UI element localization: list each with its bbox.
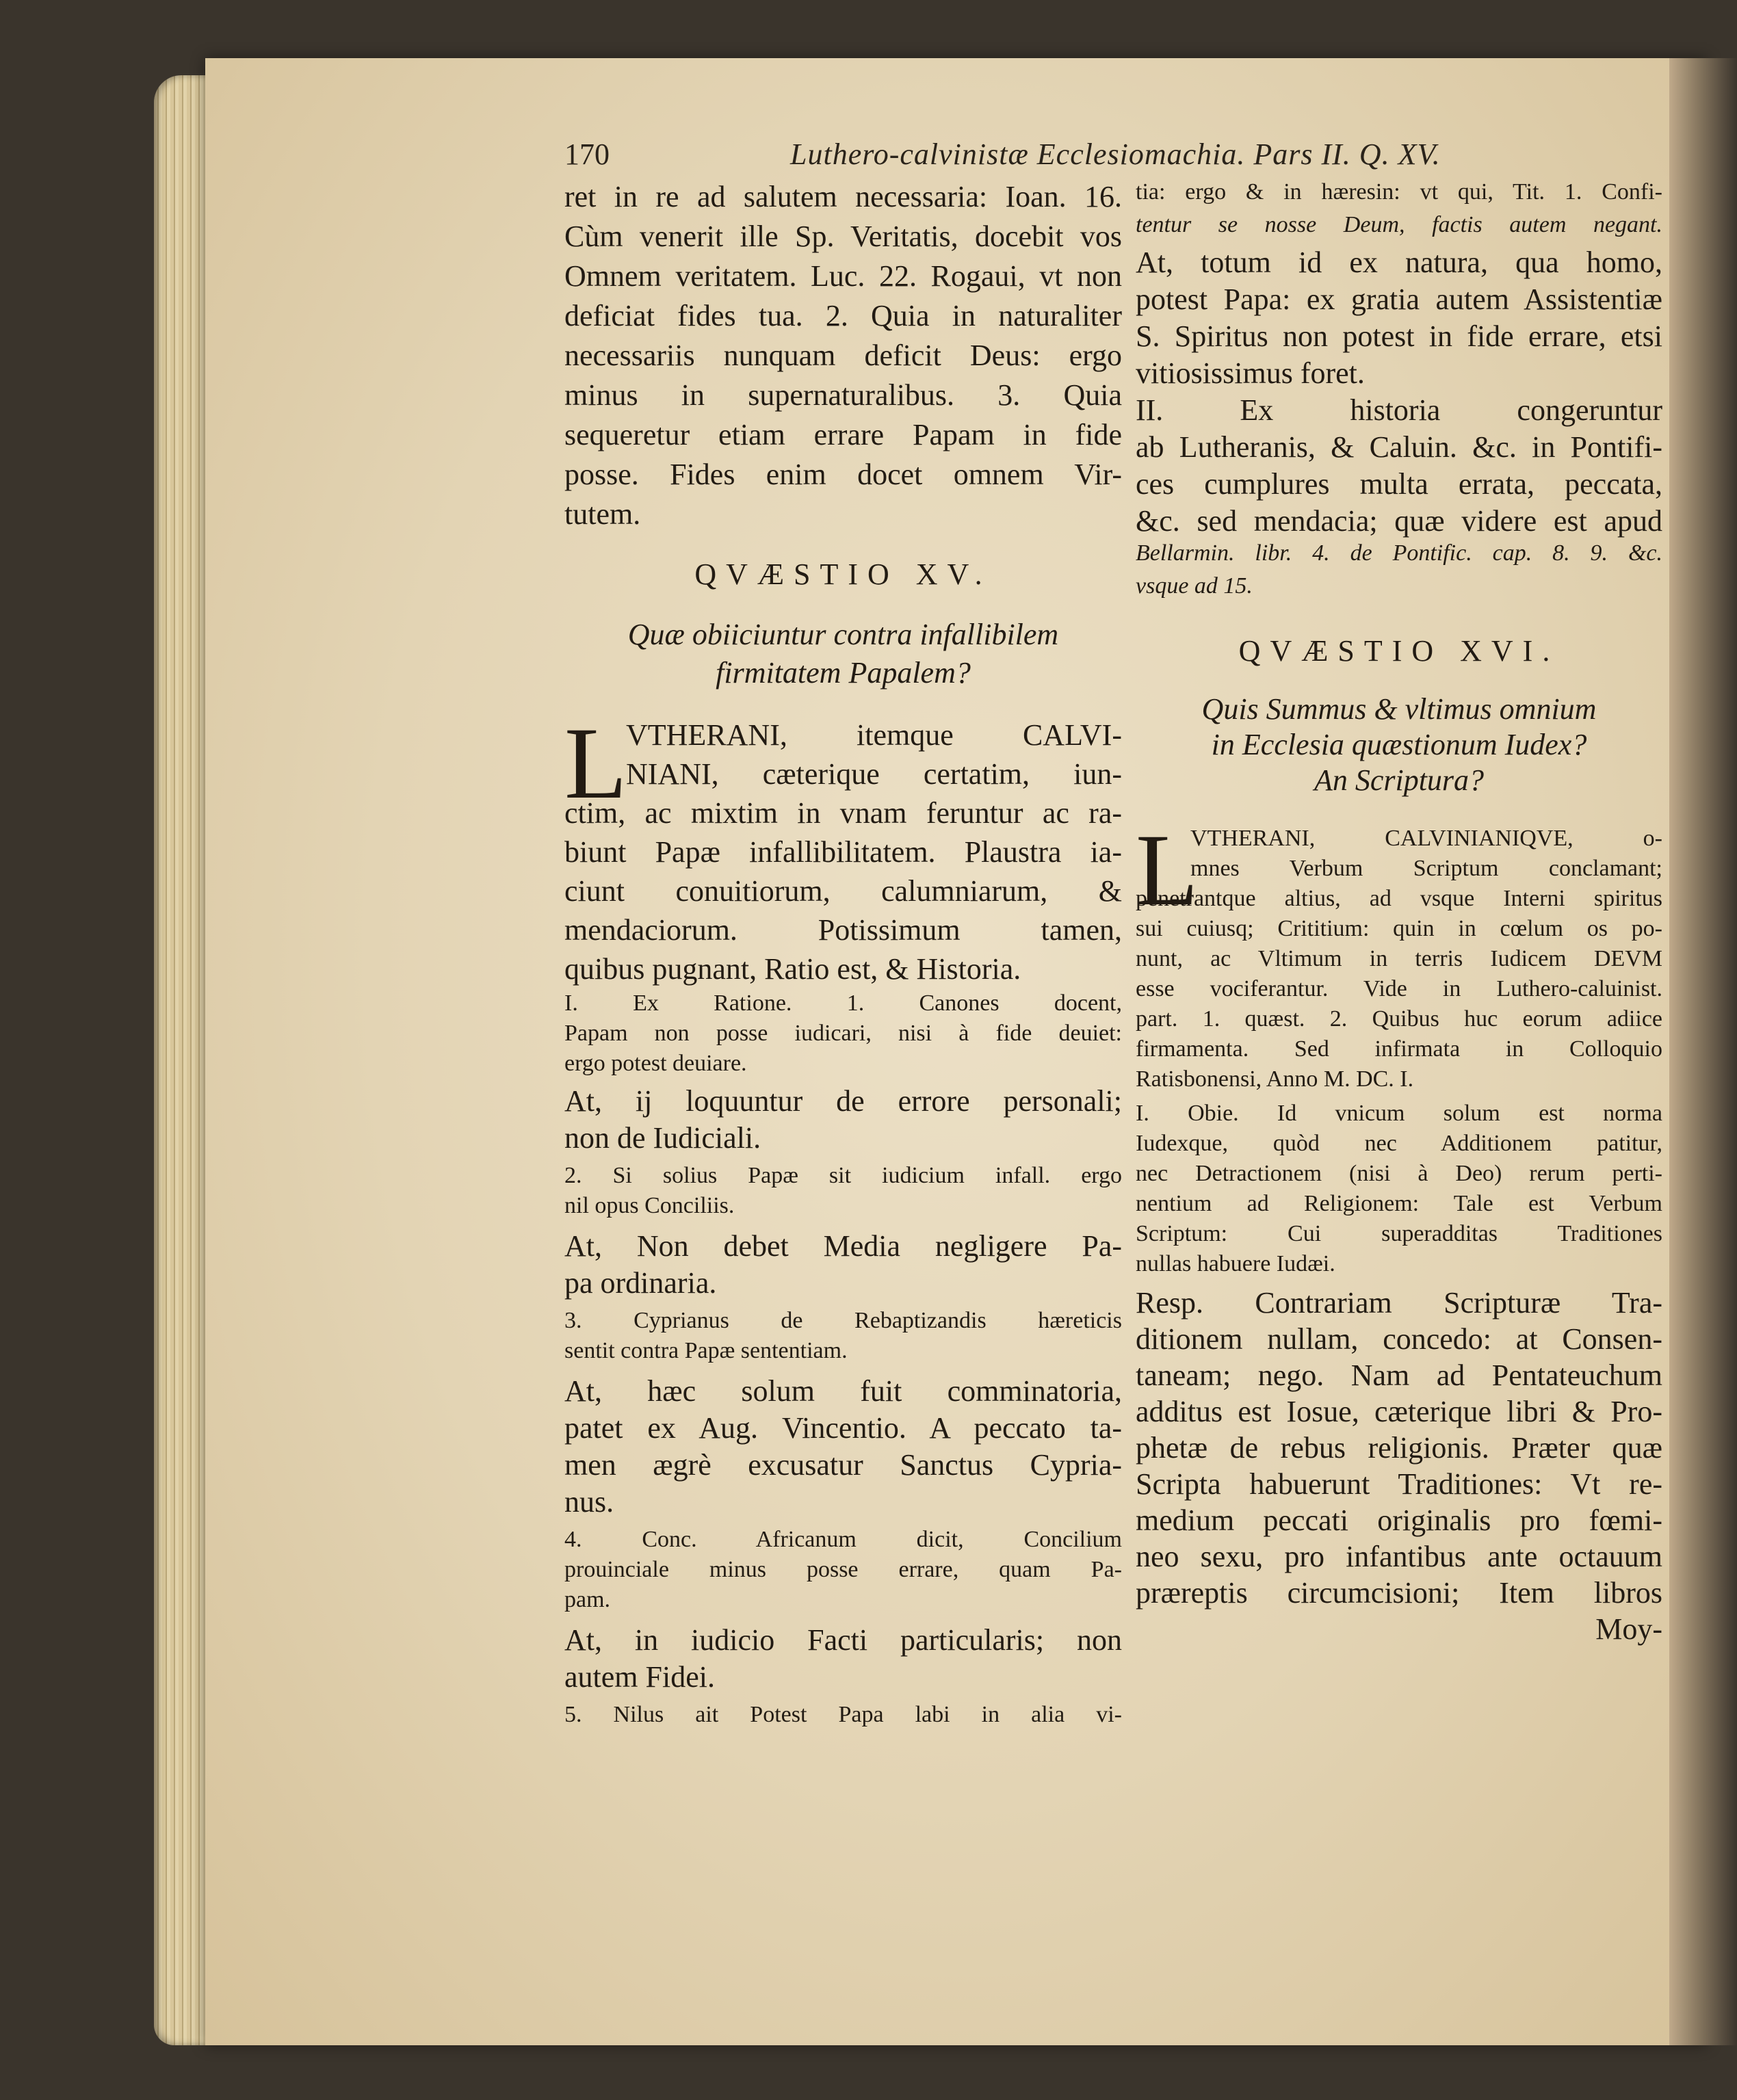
text-line: potest Papa: ex gratia autem Assistentiæ — [1136, 283, 1662, 316]
text-line: esse vociferantur. Vide in Luthero-caluinist. — [1136, 976, 1662, 1001]
text-line: tia: ergo & in hæresin: vt qui, Tit. 1. Confi- — [1136, 179, 1662, 205]
text-line: Papam non posse iudicari, nisi à fide deuiet: — [564, 1021, 1122, 1046]
text-line: vsque ad 15. — [1136, 573, 1253, 599]
text-line: sentit contra Papæ sententiam. — [564, 1338, 848, 1363]
text-line: non de Iudiciali. — [564, 1121, 761, 1155]
text-line: tentur se nosse Deum, factis autem negant. — [1136, 212, 1662, 237]
text-line: autem Fidei. — [564, 1660, 715, 1694]
text-line: Scriptum: Cui superadditas Traditiones — [1136, 1221, 1662, 1246]
text-line: nec Detractionem (nisi à Deo) rerum perti- — [1136, 1161, 1662, 1186]
text-line: pa ordinaria. — [564, 1266, 717, 1300]
text-line: quibus pugnant, Ratio est, & Historia. — [564, 952, 1021, 986]
text-line: I. Obie. Id vnicum solum est norma — [1136, 1101, 1662, 1126]
text-line: part. 1. quæst. 2. Quibus huc eorum adiice — [1136, 1006, 1662, 1032]
text-line: At, totum id ex natura, qua homo, — [1136, 246, 1662, 279]
text-line: Scripta habuerunt Traditiones: Vt re- — [1136, 1467, 1662, 1501]
text-line: 4. Conc. Africanum dicit, Concilium — [564, 1527, 1122, 1552]
question-heading: QVÆSTIO XV. — [694, 557, 992, 591]
text-line: pam. — [564, 1587, 611, 1612]
text-line: præreptis circumcisioni; Item libros — [1136, 1576, 1662, 1610]
text-line: Resp. Contrariam Scripturæ Tra- — [1136, 1286, 1662, 1320]
page-number: 170 — [564, 137, 610, 171]
text-line: VTHERANI, itemque CALVI- — [626, 718, 1122, 752]
running-title: Luthero-calvinistæ Ecclesiomachia. Pars II. Q. XV. — [790, 137, 1441, 171]
text-line: patet ex Aug. Vincentio. A peccato ta- — [564, 1411, 1122, 1445]
text-line: sequeretur etiam errare Papam in fide — [564, 418, 1122, 451]
catchword: Moy- — [1595, 1612, 1662, 1646]
text-line: VTHERANI, CALVINIANIQVE, o- — [1190, 826, 1662, 851]
text-line: posse. Fides enim docet omnem Vir- — [564, 458, 1122, 491]
text-line: biunt Papæ infallibilitatem. Plaustra ia- — [564, 835, 1122, 869]
text-line: Ratisbonensi, Anno M. DC. I. — [1136, 1066, 1414, 1092]
text-line: Omnem veritatem. Luc. 22. Rogaui, vt non — [564, 259, 1122, 293]
text-line: penetrantque altius, ad vsque Interni spiritus — [1136, 886, 1662, 911]
text-line: medium peccati originalis pro fœmi- — [1136, 1504, 1662, 1537]
text-line: ret in re ad salutem necessaria: Ioan. 16. — [564, 180, 1122, 213]
text-line: nil opus Conciliis. — [564, 1193, 735, 1218]
text-line: nunt, ac Vltimum in terris Iudicem DEVM — [1136, 946, 1662, 971]
text-line: nentium ad Religionem: Tale est Verbum — [1136, 1191, 1662, 1216]
text-line: minus in supernaturalibus. 3. Quia — [564, 378, 1122, 412]
text-line: At, ij loquuntur de errore personali; — [564, 1084, 1122, 1118]
text-line: mendaciorum. Potissimum tamen, — [564, 913, 1122, 947]
text-line: 3. Cyprianus de Rebaptizandis hæreticis — [564, 1308, 1122, 1333]
text-line: Cùm venerit ille Sp. Veritatis, docebit vos — [564, 220, 1122, 253]
text-line: men ægrè excusatur Sanctus Cypria- — [564, 1448, 1122, 1482]
text-line: necessariis nunquam deficit Deus: ergo — [564, 339, 1122, 372]
text-line: prouinciale minus posse errare, quam Pa- — [564, 1557, 1122, 1582]
drop-cap: L — [1136, 813, 1199, 927]
text-line: ces cumplures multa errata, peccata, — [1136, 467, 1662, 501]
text-line: firmamenta. Sed infirmata in Colloquio — [1136, 1036, 1662, 1062]
text-line: II. Ex historia congeruntur — [1136, 393, 1662, 427]
text-line: additus est Iosue, cæterique libri & Pro- — [1136, 1395, 1662, 1428]
text-line: I. Ex Ratione. 1. Canones docent, — [564, 990, 1122, 1016]
text-line: ab Lutheranis, & Caluin. &c. in Pontifi- — [1136, 430, 1662, 464]
text-line: NIANI, cæterique certatim, iun- — [626, 757, 1122, 791]
text-line: ditionem nullam, concedo: at Consen- — [1136, 1322, 1662, 1356]
question-subtitle: in Ecclesia quæstionum Iudex? — [1211, 728, 1587, 761]
question-subtitle: An Scriptura? — [1314, 763, 1485, 797]
text-line: ergo potest deuiare. — [564, 1051, 747, 1076]
drop-cap: L — [564, 707, 627, 820]
text-line: nus. — [564, 1485, 614, 1519]
text-line: ciunt conuitiorum, calumniarum, & — [564, 874, 1122, 908]
text-line: At, hæc solum fuit comminatoria, — [564, 1374, 1122, 1408]
text-line: At, Non debet Media negligere Pa- — [564, 1229, 1122, 1263]
question-heading: QVÆSTIO XVI. — [1238, 634, 1560, 668]
text-line: phetæ de rebus religionis. Præter quæ — [1136, 1431, 1662, 1465]
text-line: Bellarmin. libr. 4. de Pontific. cap. 8. 9. &c. — [1136, 540, 1662, 566]
book-gutter — [1669, 58, 1737, 2045]
running-header — [564, 137, 1481, 185]
text-line: deficiat fides tua. 2. Quia in naturaliter — [564, 299, 1122, 332]
text-line: taneam; nego. Nam ad Pentateuchum — [1136, 1359, 1662, 1392]
text-line: mnes Verbum Scriptum conclamant; — [1190, 856, 1662, 881]
text-line: 2. Si solius Papæ sit iudicium infall. ergo — [564, 1163, 1122, 1188]
text-line: tutem. — [564, 497, 641, 531]
text-line: Iudexque, quòd nec Additionem patitur, — [1136, 1131, 1662, 1156]
question-subtitle: Quæ obiiciuntur contra infallibilem — [627, 618, 1059, 651]
text-line: At, in iudicio Facti particularis; non — [564, 1623, 1122, 1657]
text-line: S. Spiritus non potest in fide errare, etsi — [1136, 319, 1662, 353]
text-line: nullas habuere Iudæi. — [1136, 1251, 1335, 1276]
text-line: 5. Nilus ait Potest Papa labi in alia vi- — [564, 1702, 1122, 1727]
text-line: &c. sed mendacia; quæ videre est apud — [1136, 504, 1662, 538]
question-subtitle: firmitatem Papalem? — [716, 656, 971, 690]
text-line: neo sexu, pro infantibus ante octauum — [1136, 1540, 1662, 1573]
question-subtitle: Quis Summus & vltimus omnium — [1201, 692, 1597, 726]
text-line: sui cuiusq; Crititium: quin in cœlum os po- — [1136, 916, 1662, 941]
text-line: ctim, ac mixtim in vnam feruntur ac ra- — [564, 796, 1122, 830]
text-line: vitiosissimus foret. — [1136, 356, 1365, 390]
